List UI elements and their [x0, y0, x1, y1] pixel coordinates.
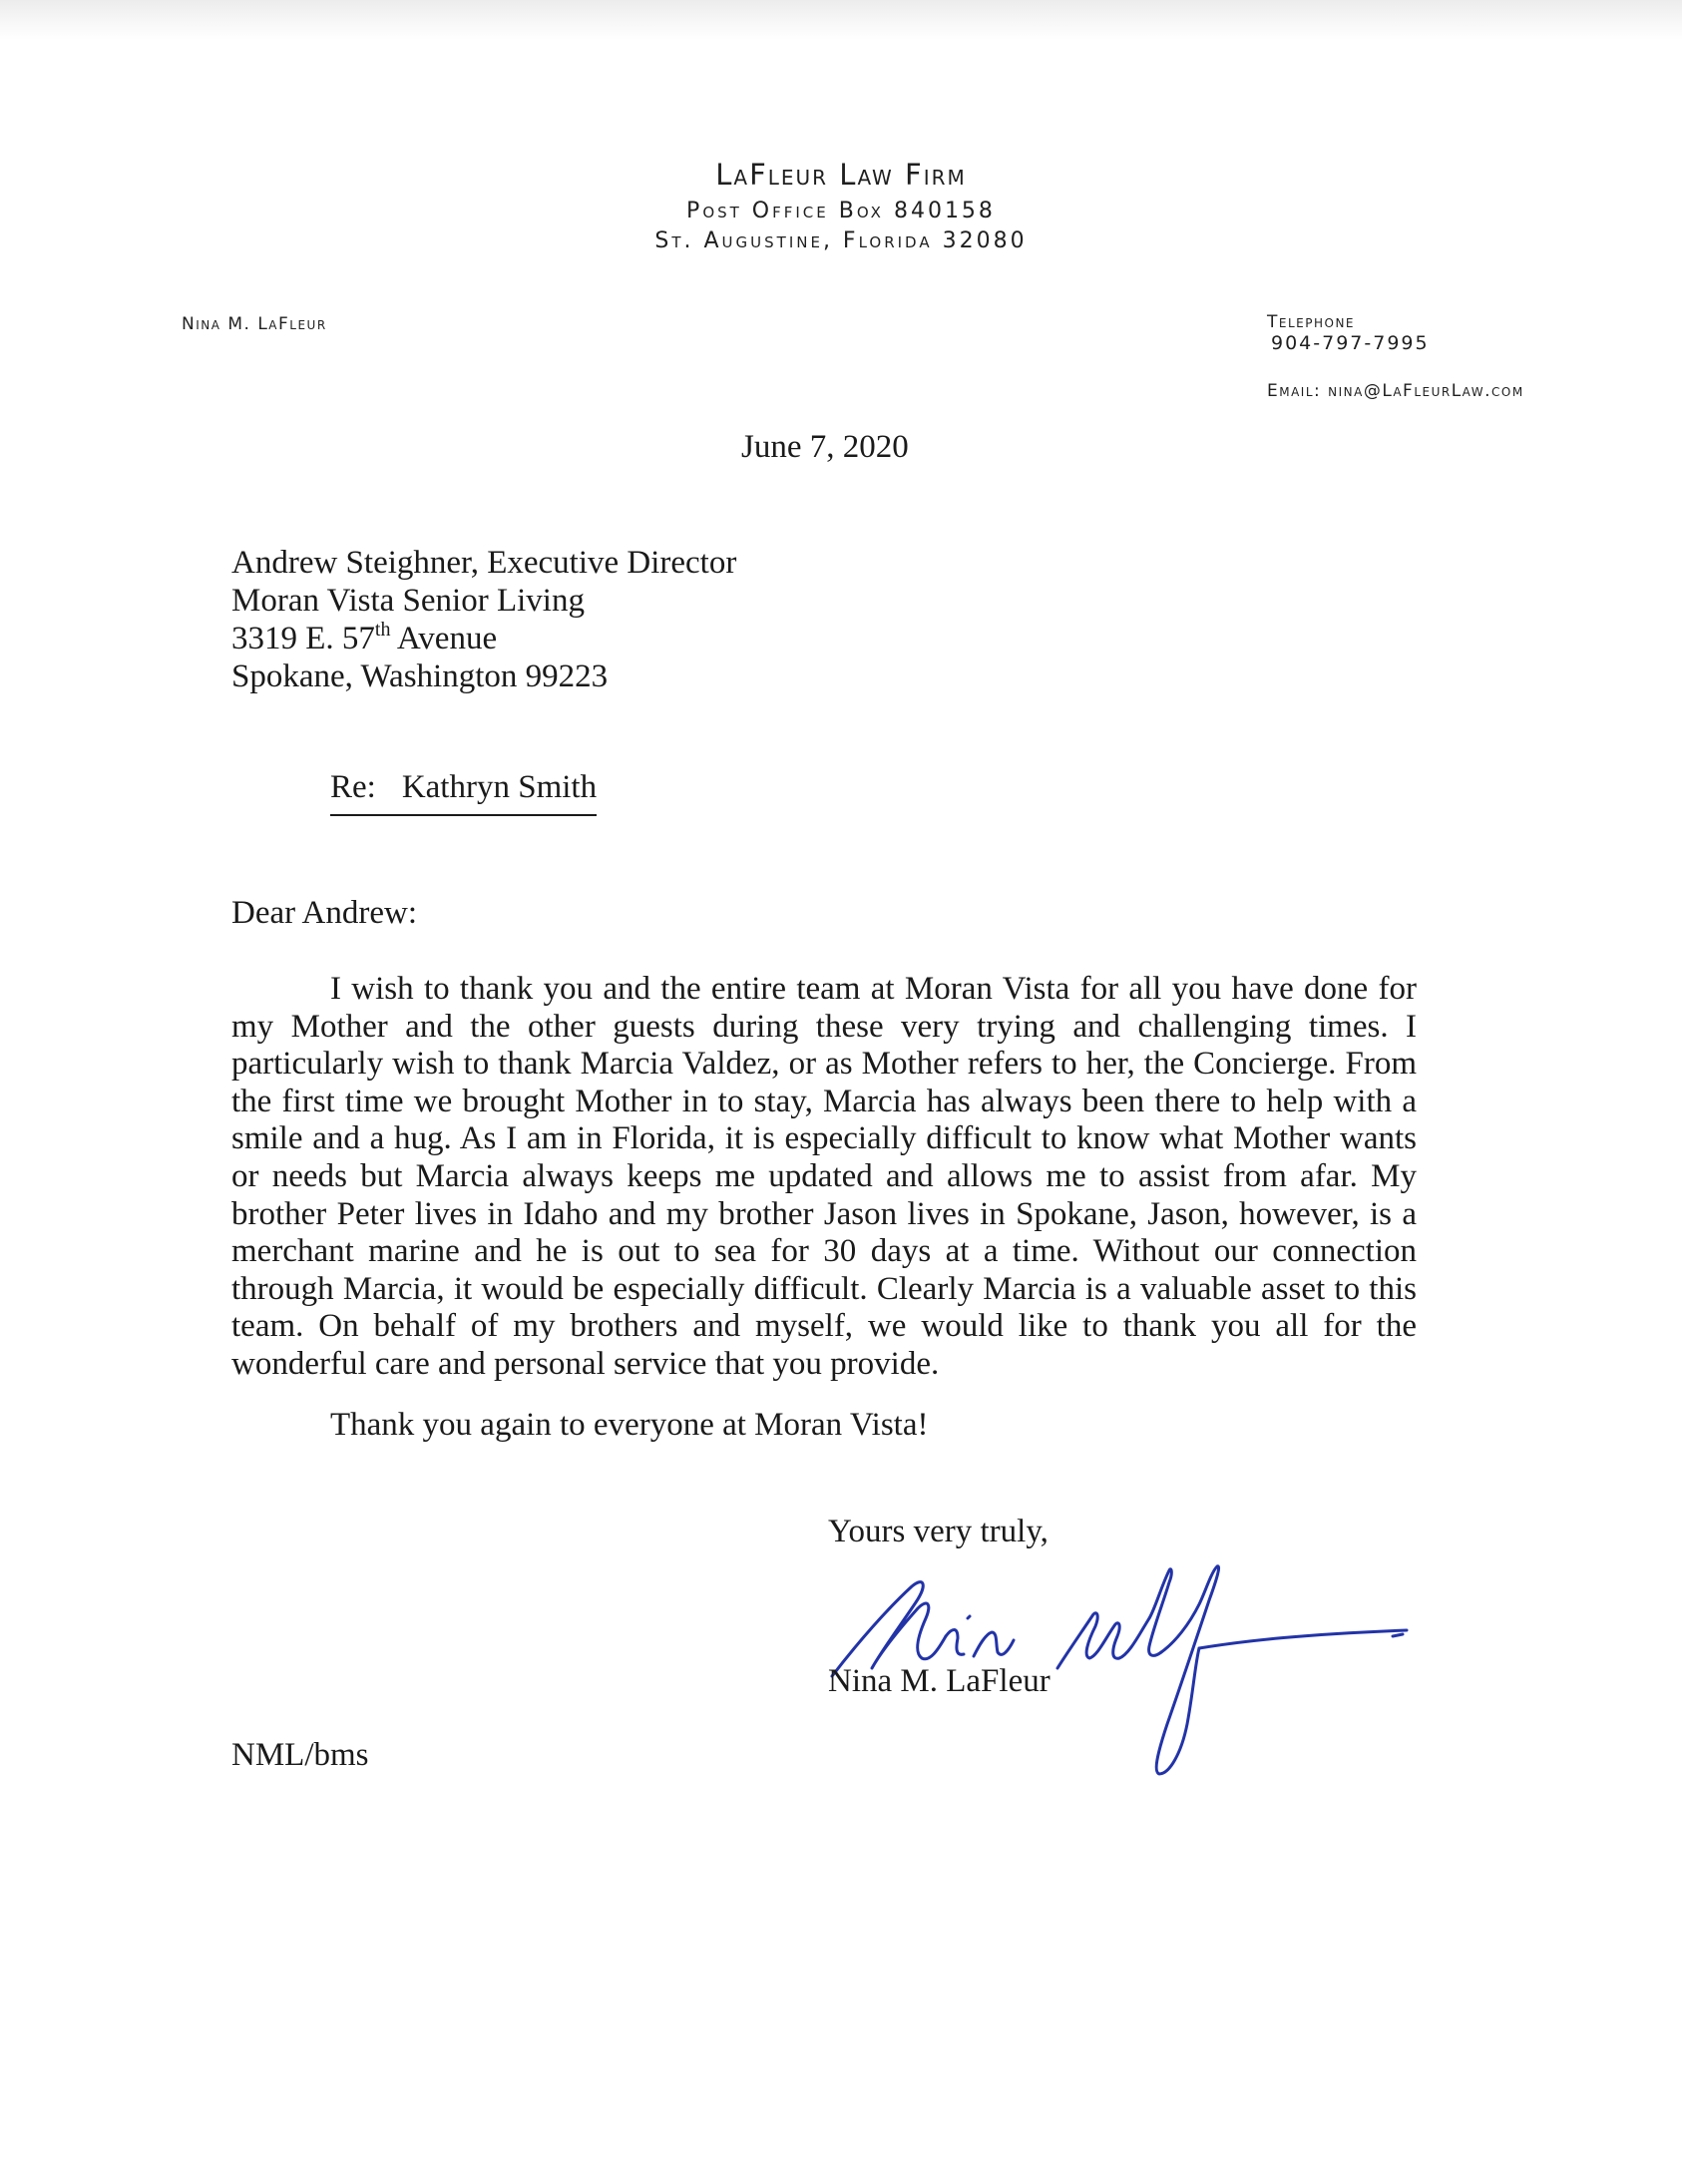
body-paragraph-1: I wish to thank you and the entire team at Moran Vista for all you have done for my Mother and the other guests during these very trying and challenging times. I particularly wish to thank Marcia Valdez, or as Mother refers to her, the Concierge. From the first time we brought Mother in to stay, Marcia has always been there to help with a smile and a hug. As I am in Florida, it is especially difficult to know what Mother wants or needs but Marcia always keeps me updated and allows me to assist from afar. My brother Peter lives in Idaho and my brother Jason lives in Spokane, Jason, however, is a merchant marine and he is out to sea for 30 days at a time. Without our connection through Marcia, it would be especially difficult. Clearly Marcia is a valuable asset to this team. On behalf of my brothers and myself, we would like to thank you all for the wonderful care and personal service that you provide.: [231, 971, 1417, 1382]
firm-address-city: St. Augustine, Florida 32080: [654, 228, 1028, 253]
firm-address-pobox: Post Office Box 840158: [686, 199, 996, 223]
subject-line: [330, 768, 597, 816]
telephone-number: 904-797-7995: [1271, 332, 1430, 354]
street-number: 3319 E. 57: [231, 621, 375, 656]
body-paragraph-2: Thank you again to everyone at Moran Vista!: [330, 1407, 929, 1443]
attorney-name: Nina M. LaFleur: [182, 314, 327, 334]
telephone-label: Telephone: [1267, 312, 1355, 332]
subject-value: Kathryn Smith: [401, 769, 598, 805]
recipient-city-state-zip: Spokane, Washington 99223: [231, 658, 609, 694]
letter-date: June 7, 2020: [741, 429, 909, 465]
recipient-organization: Moran Vista Senior Living: [231, 583, 585, 619]
email-address: Email: nina@LaFleurLaw.com: [1267, 381, 1524, 401]
recipient-name-title: Andrew Steighner, Executive Director: [231, 545, 737, 581]
scan-edge-shading: [0, 0, 1682, 40]
reference-initials: NML/bms: [231, 1737, 369, 1773]
recipient-street: [231, 620, 497, 657]
subject-label: Re:: [330, 769, 376, 805]
signer-name: Nina M. LaFleur: [828, 1663, 1051, 1699]
complimentary-closing: Yours very truly,: [828, 1514, 1049, 1549]
firm-name: LaFleur Law Firm: [715, 158, 967, 192]
salutation: Dear Andrew:: [231, 895, 418, 931]
street-name: Avenue: [390, 621, 498, 656]
ordinal-suffix: th: [374, 619, 391, 641]
